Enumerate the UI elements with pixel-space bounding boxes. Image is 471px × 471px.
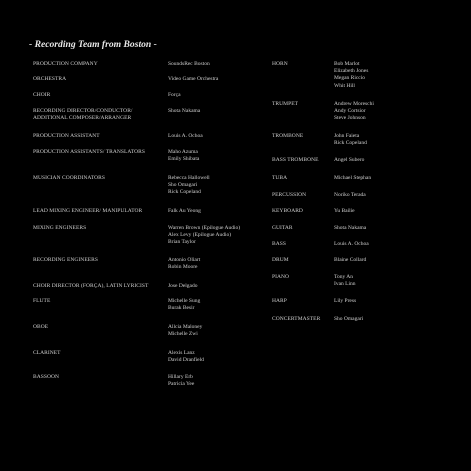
credit-role: [33, 208, 142, 215]
credit-name: Angel Subero: [334, 157, 365, 163]
credit-names: [334, 133, 367, 147]
credit-role-line: BASS: [272, 241, 286, 247]
credit-name: Louis A. Ochoa: [168, 133, 203, 139]
credit-role: [272, 175, 287, 182]
credit-role: [33, 175, 105, 182]
credit-name: Patricia Yee: [168, 381, 195, 388]
credit-role-line: TROMBONE: [272, 133, 304, 139]
credit-name: John Faieta: [334, 133, 360, 139]
credit-role-line: OBOE: [33, 324, 49, 330]
credit-names: [168, 175, 210, 197]
credit-name: Andy Cortsior: [334, 108, 366, 115]
credit-names: [334, 157, 364, 164]
credit-name: Sho Omagari: [168, 182, 198, 189]
credit-role: [33, 298, 50, 305]
credit-name: Hillary Erb: [168, 374, 193, 380]
credit-name: Noriko Terada: [334, 192, 366, 198]
credit-role-line: PRODUCTION ASSISTANT: [33, 133, 100, 139]
credit-role: [33, 257, 98, 264]
credit-name: Jose Delgado: [168, 283, 198, 289]
credit-names: [168, 225, 240, 247]
credit-role-line: FLUTE: [33, 298, 51, 304]
credit-role: [272, 225, 293, 232]
credit-name: Robin Moore: [168, 264, 198, 271]
credit-name: Emily Shibata: [168, 156, 200, 163]
credit-names: [168, 208, 201, 215]
credit-role: [272, 241, 286, 248]
credit-role-line: ORCHESTRA: [33, 76, 67, 82]
credit-name: David Dranfield: [168, 357, 204, 364]
credit-names: [168, 92, 181, 99]
credit-names: [334, 61, 368, 90]
credit-name: Burak Besir: [168, 305, 195, 312]
credit-role: [33, 76, 66, 83]
page-title: - Recording Team from Boston -: [29, 39, 157, 50]
credit-names: [168, 324, 202, 338]
credit-role-line: HARP: [272, 298, 287, 304]
credit-names: [334, 241, 369, 248]
credit-names: [334, 298, 356, 305]
credit-names: [334, 101, 374, 123]
credit-names: [168, 108, 200, 115]
credit-role: [33, 374, 59, 381]
credit-name: Michelle Zwi: [168, 331, 198, 338]
credit-name: Shota Nakama: [168, 108, 201, 114]
credit-role: [33, 92, 50, 99]
credit-name: Shota Nakama: [334, 225, 367, 231]
credit-name: Lily Press: [334, 298, 357, 304]
credit-name: Rick Copeland: [168, 189, 201, 196]
credit-name: Whit Hill: [334, 82, 355, 89]
credit-name: Allcia Maloney: [168, 324, 203, 330]
credit-name: Michael Stephan: [334, 175, 372, 181]
credit-names: [168, 298, 200, 312]
credit-name: Maho Azuma: [168, 149, 198, 155]
credit-names: [334, 225, 366, 232]
credit-role: [272, 208, 303, 215]
credit-names: [334, 192, 366, 199]
credit-names: [168, 374, 194, 388]
credit-role-line: HORN: [272, 61, 288, 67]
credit-role-line: CHOIR: [33, 92, 51, 98]
credit-name: Blaine Collard: [334, 257, 367, 263]
credit-role-line: GUITAR: [272, 225, 293, 231]
credit-name: Steve Johnson: [334, 115, 366, 122]
credit-name: Tony An: [334, 274, 354, 280]
credit-name: Alex Levy (Epilogue Audio): [168, 232, 232, 239]
credit-name: Yu Bailie: [334, 208, 355, 214]
credit-names: [334, 208, 355, 215]
credit-name: SoundsRec Boston: [168, 61, 210, 67]
credit-role: [272, 192, 306, 199]
credit-name: Rick Copeland: [334, 140, 367, 147]
credit-role: [272, 101, 298, 108]
credit-role: [33, 108, 133, 122]
credit-name: Warren Brown (Epilogue Audio): [168, 225, 241, 231]
credit-name: Ivan Linn: [334, 281, 356, 288]
credit-role-line: KEYBOARD: [272, 208, 303, 214]
credit-role-line: PRODUCTION ASSISTANTS/ TRANSLATORS: [33, 149, 145, 155]
credit-names: [168, 76, 218, 83]
credit-role-line: CONCERTMASTER: [272, 316, 321, 322]
credit-names: [334, 316, 363, 323]
credit-name: Bob Marlot: [334, 61, 360, 67]
credit-role-line: CLARINET: [33, 350, 61, 356]
credit-role: [33, 149, 145, 156]
credit-name: Falk Au Yeong: [168, 208, 201, 214]
credit-role-line: LEAD MIXING ENGINEER/ MANIPULATOR: [33, 208, 143, 214]
credit-role: [272, 298, 287, 305]
credit-name: Força: [168, 92, 181, 98]
credit-role: [33, 324, 48, 331]
credit-name: Alexis Lanz: [168, 350, 195, 356]
credit-name: Rebecca Hallowell: [168, 175, 210, 181]
credit-names: [334, 274, 356, 288]
credit-role: [33, 350, 61, 357]
credit-role-line: BASS TROMBONE: [272, 157, 319, 163]
credit-role-line: TRUMPET: [272, 101, 299, 107]
credit-names: [168, 257, 200, 271]
credit-role: [272, 257, 289, 264]
credit-name: Sho Omagari: [334, 316, 364, 322]
credit-role-line: RECORDING DIRECTOR/CONDUCTOR/: [33, 108, 133, 114]
credit-names: [168, 350, 204, 364]
credit-name: Michelle Sung: [168, 298, 201, 304]
credit-role: [272, 316, 320, 323]
credit-role: [33, 225, 86, 232]
credit-names: [334, 257, 366, 264]
credit-name: Megan Riccio: [334, 75, 366, 82]
credit-names: [334, 175, 371, 182]
credit-role-line: DRUM: [272, 257, 289, 263]
credit-name: Antonio Oliart: [168, 257, 201, 263]
credit-role-line: MUSICIAN COORDINATORS: [33, 175, 105, 181]
credit-role-line: MIXING ENGINEERS: [33, 225, 87, 231]
credit-name: Brian Taylor: [168, 239, 196, 246]
credit-names: [168, 133, 203, 140]
credit-role: [33, 283, 148, 290]
credit-role: [272, 157, 319, 164]
credit-name: Video Game Orchestra: [168, 76, 219, 82]
credit-role: [33, 61, 98, 68]
credit-names: [168, 61, 210, 68]
credit-name: Elizabeth Jones: [334, 68, 369, 75]
credit-name: Louis A. Ochoa: [334, 241, 369, 247]
credit-role-line: PRODUCTION COMPANY: [33, 61, 98, 67]
credit-role: [33, 133, 100, 140]
credit-role-line: RECORDING ENGINEERS: [33, 257, 98, 263]
credit-role-line: BASSOON: [33, 374, 60, 380]
credit-name: Andrew Moreschi: [334, 101, 374, 107]
credit-role-line: TUBA: [272, 175, 288, 181]
credit-role-line: ADDITIONAL COMPOSER/ARRANGER: [33, 115, 132, 122]
credit-role-line: PERCUSSION: [272, 192, 307, 198]
credit-role-line: PIANO: [272, 274, 290, 280]
credit-role: [272, 61, 288, 68]
credit-role: [272, 133, 303, 140]
credit-role-line: CHOIR DIRECTOR (FORÇA), LATIN LYRICIST: [33, 283, 149, 289]
credit-names: [168, 283, 197, 290]
credit-role: [272, 274, 289, 281]
credit-names: [168, 149, 199, 163]
